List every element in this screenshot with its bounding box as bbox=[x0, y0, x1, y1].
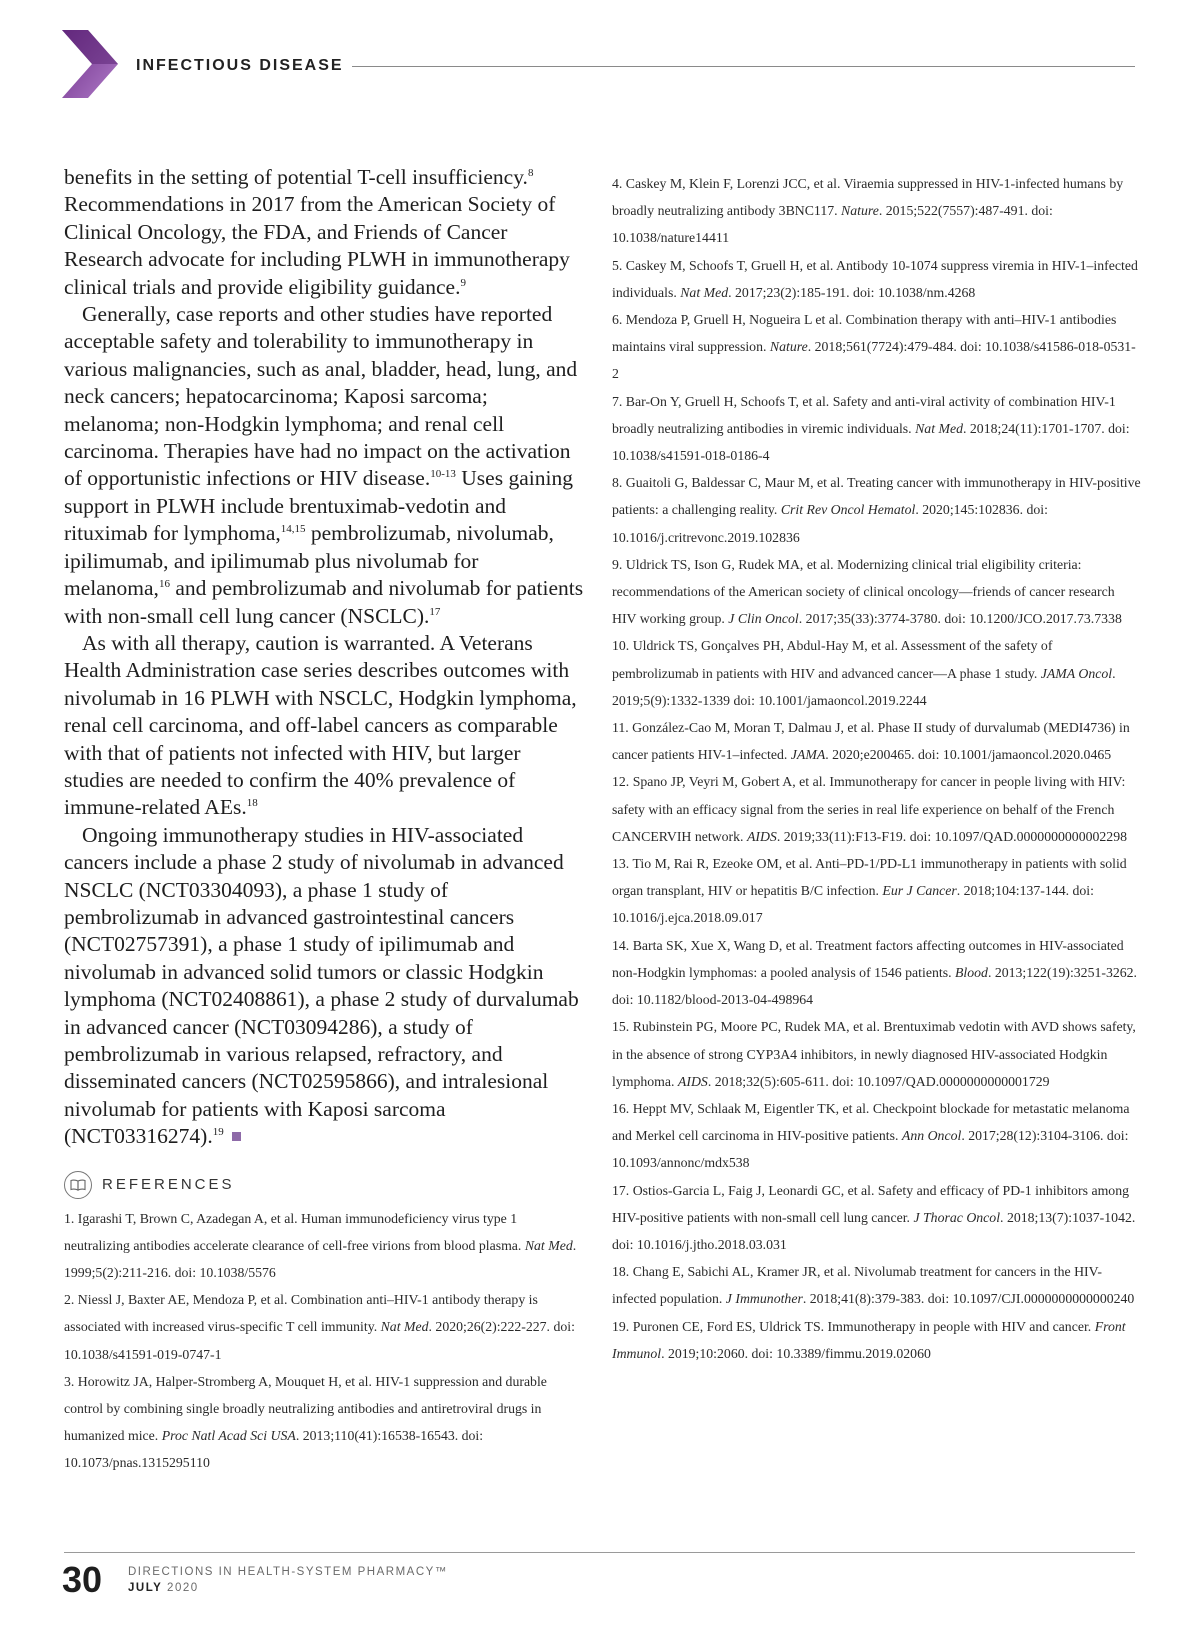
reference-item: 4. Caskey M, Klein F, Lorenzi JCC, et al. Viraemia suppressed in HIV-1-infected humans by broadly neutralizing antibody 3BNC117. Nature. 2015;522(7557):487-491. doi: 10.1038/nature14411 bbox=[612, 176, 1124, 246]
reference-item: 13. Tio M, Rai R, Ezeoke OM, et al. Anti–PD-1/PD-L1 immunotherapy in patients with solid organ transplant, HIV or hepatitis B/C infection. Eur J Cancer. 2018;104:137-144. doi: 10.1016/j.ejca.2018.09.017 bbox=[612, 856, 1127, 926]
reference-item: 19. Puronen CE, Ford ES, Uldrick TS. Immunotherapy in people with HIV and cancer. Front Immunol. 2019;10:2060. doi: 10.3389/fimmu.2019.02060 bbox=[612, 1318, 1126, 1361]
reference-item: 6. Mendoza P, Gruell H, Nogueira L et al. Combination therapy with anti–HIV-1 antibodies maintains viral suppression. Nature. 2018;561(7724):479-484. doi: 10.1038/s41586-018-0531-2 bbox=[612, 312, 1136, 382]
reference-item: 11. González-Cao M, Moran T, Dalmau J, et al. Phase II study of durvalumab (MEDI4736) in cancer patients HIV-1–infected. JAMA. 2020;e200465. doi: 10.1001/jamaoncol.2020.0465 bbox=[612, 720, 1130, 763]
reference-item: 5. Caskey M, Schoofs T, Gruell H, et al. Antibody 10-1074 suppress viremia in HIV-1–infected individuals. Nat Med. 2017;23(2):185-191. doi: 10.1038/nm.4268 bbox=[612, 257, 1138, 300]
reference-item: 17. Ostios-Garcia L, Faig J, Leonardi GC, et al. Safety and efficacy of PD-1 inhibitors among HIV-positive patients with non-small cell lung cancer. J Thorac Oncol. 2018;13(7):1037-1042. doi: 10.1016/j.jtho.2018.03.031 bbox=[612, 1182, 1136, 1252]
reference-item: 10. Uldrick TS, Gonçalves PH, Abdul-Hay M, et al. Assessment of the safety of pembrolizumab in patients with HIV and advanced cancer—A phase 1 study. JAMA Oncol. 2019;5(9):1332-1339 doi: 10.1001/jamaoncol.2019.2244 bbox=[612, 638, 1116, 708]
reference-list-right bbox=[612, 170, 1142, 1367]
issue-date: JULY 2020 bbox=[128, 1582, 199, 1594]
reference-item: 8. Guaitoli G, Baldessar C, Maur M, et al. Treating cancer with immunotherapy in HIV-positive patients: a challenging reality. Crit Rev Oncol Hematol. 2020;145:102836. doi: 10.1016/j.critrevonc.2019.102836 bbox=[612, 475, 1141, 545]
book-icon bbox=[64, 1171, 92, 1199]
page-header bbox=[0, 0, 1200, 110]
header-divider bbox=[352, 66, 1135, 67]
references-title: REFERENCES bbox=[102, 1176, 235, 1194]
reference-list-left bbox=[64, 1205, 584, 1477]
article-body bbox=[64, 164, 584, 1151]
section-label: INFECTIOUS DISEASE bbox=[136, 57, 344, 74]
paragraph-3: As with all therapy, caution is warranted. A Veterans Health Administration case series describes outcomes with nivolumab in 16 PLWH with NSCLC, Hodgkin lymphoma, renal cell carcinoma, and off-label cancers as comparable with that of patients not infected with HIV, but larger studies are needed to confirm the 40% prevalence of immune-related AEs.$^{18}$ bbox=[64, 630, 577, 820]
reference-item: 1. Igarashi T, Brown C, Azadegan A, et al. Human immunodeficiency virus type 1 neutralizing antibodies accelerate clearance of cell-free virions from blood plasma. Nat Med. 1999;5(2):211-216. doi: 10.1038/5576 bbox=[64, 1210, 577, 1281]
reference-item: 14. Barta SK, Xue X, Wang D, et al. Treatment factors affecting outcomes in HIV-associated non-Hodgkin lymphomas: a pooled analysis of 1546 patients. Blood. 2013;122(19):3251-3262. doi: 10.1182/blood-2013-04-498964 bbox=[612, 937, 1138, 1008]
references-heading bbox=[64, 1171, 584, 1199]
reference-item: 2. Niessl J, Baxter AE, Mendoza P, et al. Combination anti–HIV-1 antibody therapy is associated with increased virus-specific T cell immunity. Nat Med. 2020;26(2):222-227. doi: 10.1038/s41591-019-0747-1 bbox=[64, 1292, 575, 1362]
reference-item: 15. Rubinstein PG, Moore PC, Rudek MA, et al. Brentuximab vedotin with AVD shows safety, in the absence of strong CYP3A4 inhibitors, in newly diagnosed HIV-associated Hodgkin lymphoma. AIDS. 2018;32(5):605-611. doi: 10.1097/QAD.0000000000001729 bbox=[612, 1019, 1136, 1089]
reference-item: 3. Horowitz JA, Halper-Stromberg A, Mouquet H, et al. HIV-1 suppression and durable control by combining single broadly neutralizing antibodies and antiretroviral drugs in humanized mice. Proc Natl Acad Sci USA. 2013;110(41):16538-16543. doi: 10.1073/pnas.1315295110 bbox=[64, 1373, 547, 1471]
reference-item: 12. Spano JP, Veyri M, Gobert A, et al. Immunotherapy for cancer in people living with HIV: safety with an efficacy signal from the series in real life experience on behalf of the French CANCERVIH network. AIDS. 2019;33(11):F13-F19. doi: 10.1097/QAD.0000000000002298 bbox=[612, 774, 1127, 844]
reference-item: 9. Uldrick TS, Ison G, Rudek MA, et al. Modernizing clinical trial eligibility criteria: recommendations of the American society of clinical oncology—friends of cancer research HIV working group. J Clin Oncol. 2017;35(33):3774-3780. doi: 10.1200/JCO.2017.73.7338 bbox=[612, 556, 1122, 627]
right-column bbox=[612, 164, 1142, 1367]
end-mark-icon bbox=[232, 1132, 241, 1141]
paragraph-1: benefits in the setting of potential T-cell insufficiency.$^8$ Recommendations in 2017 from the American Society of Clinical Oncology, the FDA, and Friends of Cancer Research advocate for including PLWH in immunotherapy clinical trials and provide eligibility guidance.$^9$ bbox=[64, 165, 570, 299]
reference-item: 16. Heppt MV, Schlaak M, Eigentler TK, et al. Checkpoint blockade for metastatic melanoma and Merkel cell carcinoma in HIV-positive patients. Ann Oncol. 2017;28(12):3104-3106. doi: 10.1093/annonc/mdx538 bbox=[612, 1100, 1130, 1171]
reference-item: 18. Chang E, Sabichi AL, Kramer JR, et al. Nivolumab treatment for cancers in the HIV-infected population. J Immunother. 2018;41(8):379-383. doi: 10.1097/CJI.0000000000000240 bbox=[612, 1264, 1135, 1307]
left-column bbox=[64, 164, 584, 1477]
paragraph-2: Generally, case reports and other studies have reported acceptable safety and tolerability to immunotherapy in various malignancies, such as anal, bladder, head, lung, and neck cancers; hepatocarcinoma; Kaposi sarcoma; melanoma; non-Hodgkin lymphoma; and renal cell carcinoma. Therapies have had no impact on the activation of opportunistic infections or HIV disease.$^{10-13}$ Uses gaining support in PLWH include brentuximab-vedotin and rituximab for lymphoma,$^{14,15}$ pembrolizumab, nivolumab, ipilimumab, and ipilimumab plus nivolumab for melanoma,$^{16}$ and pembrolizumab and nivolumab for patients with non-small cell lung cancer (NSCLC).$^{17}$ bbox=[64, 302, 584, 628]
paragraph-4: Ongoing immunotherapy studies in HIV-associated cancers include a phase 2 study of nivolumab in advanced NSCLC (NCT03304093), a phase 1 study of pembrolizumab in advanced gastrointestinal cancers (NCT02757391), a phase 1 study of ipilimumab and nivolumab in advanced solid tumors or classic Hodgkin lymphoma (NCT02408861), a phase 2 study of durvalumab in advanced cancer (NCT03094286), a study of pembrolizumab in various relapsed, refractory, and disseminated cancers (NCT02595866), and intralesional nivolumab for patients with Kaposi sarcoma (NCT03316274).$^{19}$ bbox=[64, 822, 579, 1149]
chevron-logo-icon bbox=[62, 30, 118, 98]
reference-item: 7. Bar-On Y, Gruell H, Schoofs T, et al. Safety and anti-viral activity of combination HIV-1 broadly neutralizing antibodies in viremic individuals. Nat Med. 2018;24(11):1701-1707. doi: 10.1038/s41591-018-0186-4 bbox=[612, 393, 1130, 464]
page-number: 30 bbox=[62, 1559, 103, 1600]
footer-divider bbox=[64, 1552, 1135, 1553]
publication-name: DIRECTIONS IN HEALTH-SYSTEM PHARMACY™ bbox=[128, 1566, 448, 1578]
